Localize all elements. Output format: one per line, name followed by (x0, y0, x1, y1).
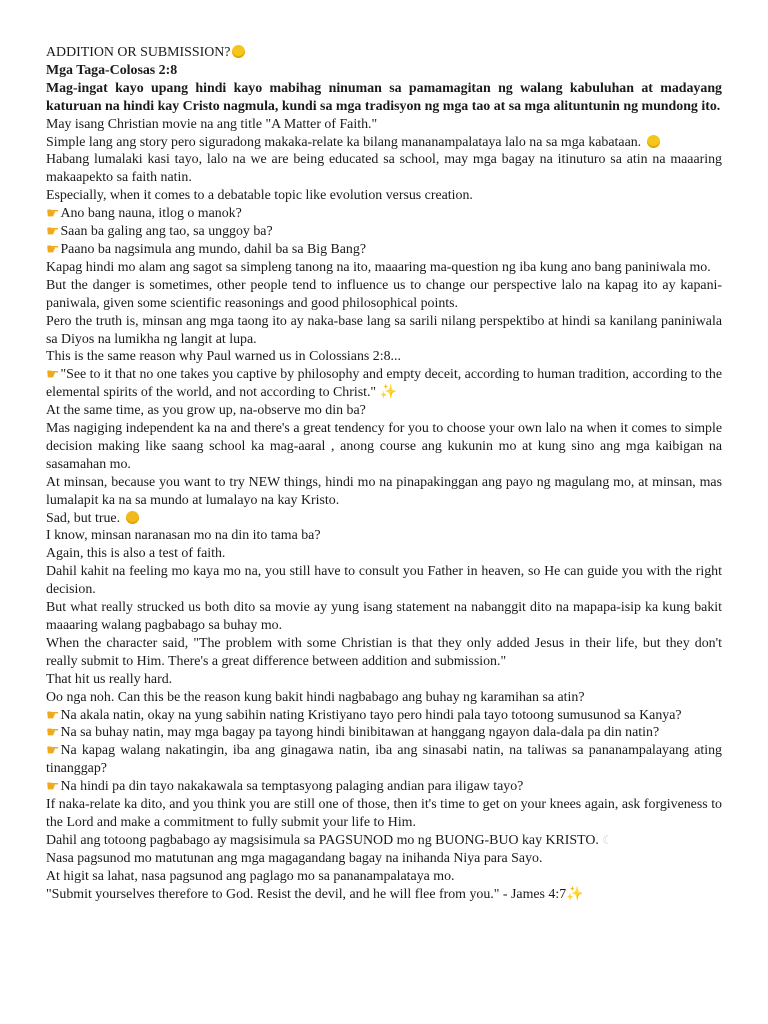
closing-verse-text: "Submit yourselves therefore to God. Resist the devil, and he will flee from you." - James 4:7 (46, 886, 567, 902)
verse-text: Mag-ingat kayo upang hindi kayo mabihag ninuman sa pamamagitan ng walang kabuluhan at madayang katuruan na hindi kay Cristo nagmula, kundi sa mga tradisyon ng mga tao at sa mga alituntunin ng mundong ito. (46, 80, 722, 114)
doc-title: ADDITION OR SUBMISSION? (46, 45, 231, 60)
paragraph: Mas nagiging independent ka na and there's a great tendency for you to choose your own lalo na when it comes to simple decision making like saang school ka mag-aaral , anong course ang kukunin mo at kung sino ang mga kaibigan na sasamahan mo. (46, 421, 722, 472)
paragraph: Habang lumalaki kasi tayo, lalo na we are being educated sa school, may mga bagay na itinuturo sa atin na maaaring makaapekto sa faith natin. (46, 152, 722, 186)
bullet-text: Na hindi pa din tayo nakakawala sa temptasyong palaging andian para iligaw tayo? (60, 779, 524, 795)
crescent-moon-icon: ☾ (602, 832, 614, 847)
doc-title-line (46, 44, 722, 62)
pointing-hand-icon: ☛ (46, 204, 60, 223)
pointing-hand-icon: ☛ (46, 239, 60, 258)
sparkles-icon: ✨ (379, 384, 398, 401)
paragraph: Nasa pagsunod mo matutunan ang mga magagandang bagay na inihanda Niya para Sayo. (46, 850, 543, 866)
paragraph: If naka-relate ka dito, and you think you are still one of those, then it's time to get on your knees again, ask forgiveness to the Lord and make a commitment to fully submit your life to Him. (46, 797, 722, 830)
paragraph: Pero the truth is, minsan ang mga taong ito ay naka-base lang sa sarili nilang perspektibo at hindi sa kanilang paniniwala sa Diyos na lumikha ng langit at lupa. (46, 313, 722, 347)
bullet-text: Na sa buhay natin, may mga bagay pa tayong hindi binibitawan at hanggang ngayon dala-dala pa din natin? (60, 725, 660, 741)
paragraph: May isang Christian movie na ang title "A Matter of Faith." (46, 116, 378, 132)
paragraph: Oo nga noh. Can this be the reason kung bakit hindi nagbabago ang buhay ng karamihan sa atin? (46, 689, 585, 705)
paragraph-line (46, 510, 722, 528)
smile-emoji-icon (647, 135, 660, 148)
pointing-hand-icon: ☛ (46, 741, 60, 760)
paragraph: I know, minsan naranasan mo na din ito tama ba? (46, 528, 321, 544)
question-text: Ano bang nauna, itlog o manok? (60, 206, 242, 222)
paragraph-line (46, 134, 722, 152)
paragraph-text: Sad, but true. (46, 510, 121, 526)
paragraph: When the character said, "The problem with some Christian is that they only added Jesus in their life, but they don't really submit to Him. There's a great difference between addition and submission." (46, 635, 722, 669)
bullet-text: Na akala natin, okay na yung sabihin nating Kristiyano tayo pero hindi pala tayo totoong sumusunod sa Kanya? (60, 707, 682, 723)
question-item (46, 205, 722, 223)
paragraph: But the danger is sometimes, other people tend to influence us to change our perspective lalo na kapag ito ay kapani-paniwala, given some scientific reasonings and good philosophical points. (46, 277, 722, 311)
pointing-hand-icon: ☛ (46, 723, 60, 742)
scripture-quote (46, 366, 722, 402)
verse-reference: Mga Taga-Colosas 2:8 (46, 62, 178, 78)
grin-emoji-icon (232, 45, 245, 58)
paragraph-line (46, 832, 722, 850)
question-text: Paano ba nagsimula ang mundo, dahil ba sa Big Bang? (60, 241, 366, 257)
question-item (46, 241, 722, 259)
bullet-item (46, 724, 722, 742)
paragraph: This is the same reason why Paul warned us in Colossians 2:8... (46, 349, 401, 365)
pointing-hand-icon: ☛ (46, 222, 60, 241)
closing-verse (46, 886, 722, 904)
paragraph-text: Simple lang ang story pero siguradong makaka-relate ka bilang mananampalataya lalo na sa mga kabataan. (46, 134, 642, 150)
paragraph: But what really strucked us both dito sa movie ay yung isang statement na nabanggit dito na mapapa-isip ka kung bakit maaaring walang pagbabago sa buhay mo. (46, 600, 722, 633)
bullet-item (46, 742, 722, 778)
sad-emoji-icon (126, 511, 139, 524)
pointing-hand-icon: ☛ (46, 365, 60, 384)
paragraph: At the same time, as you grow up, na-observe mo din ba? (46, 403, 366, 419)
quote-text: "See to it that no one takes you captive by philosophy and empty deceit, according to human tradition, according to the elemental spirits of the world, and not according to Christ." (46, 367, 722, 401)
question-item (46, 223, 722, 241)
bullet-text: Na kapag walang nakatingin, iba ang ginagawa natin, iba ang sinasabi natin, na taliwas sa pananampalayang ating tinanggap? (46, 743, 722, 777)
sparkles-icon: ✨ (566, 885, 584, 902)
bullet-item (46, 707, 722, 725)
paragraph: Again, this is also a test of faith. (46, 546, 226, 562)
paragraph: Kapag hindi mo alam ang sagot sa simpleng tanong na ito, maaaring ma-question ng iba kung ano bang paniniwala mo. (46, 259, 711, 275)
bullet-item (46, 778, 722, 796)
question-text: Saan ba galing ang tao, sa unggoy ba? (60, 224, 273, 240)
paragraph: Especially, when it comes to a debatable topic like evolution versus creation. (46, 188, 473, 204)
paragraph: At minsan, because you want to try NEW things, hindi mo na pinapakinggan ang payo ng magulang mo, at minsan, mas lumalapit ka na sa mundo at lumalayo na kay Kristo. (46, 474, 722, 508)
paragraph: At higit sa lahat, nasa pagsunod ang paglago mo sa pananampalataya mo. (46, 868, 455, 884)
paragraph: That hit us really hard. (46, 671, 173, 687)
pointing-hand-icon: ☛ (46, 777, 60, 796)
paragraph-text: Dahil ang totoong pagbabago ay magsisimula sa PAGSUNOD mo ng BUONG-BUO kay KRISTO. (46, 832, 599, 848)
pointing-hand-icon: ☛ (46, 705, 60, 724)
paragraph: Dahil kahit na feeling mo kaya mo na, you still have to consult you Father in heaven, so He can guide you with the right decision. (46, 564, 722, 598)
